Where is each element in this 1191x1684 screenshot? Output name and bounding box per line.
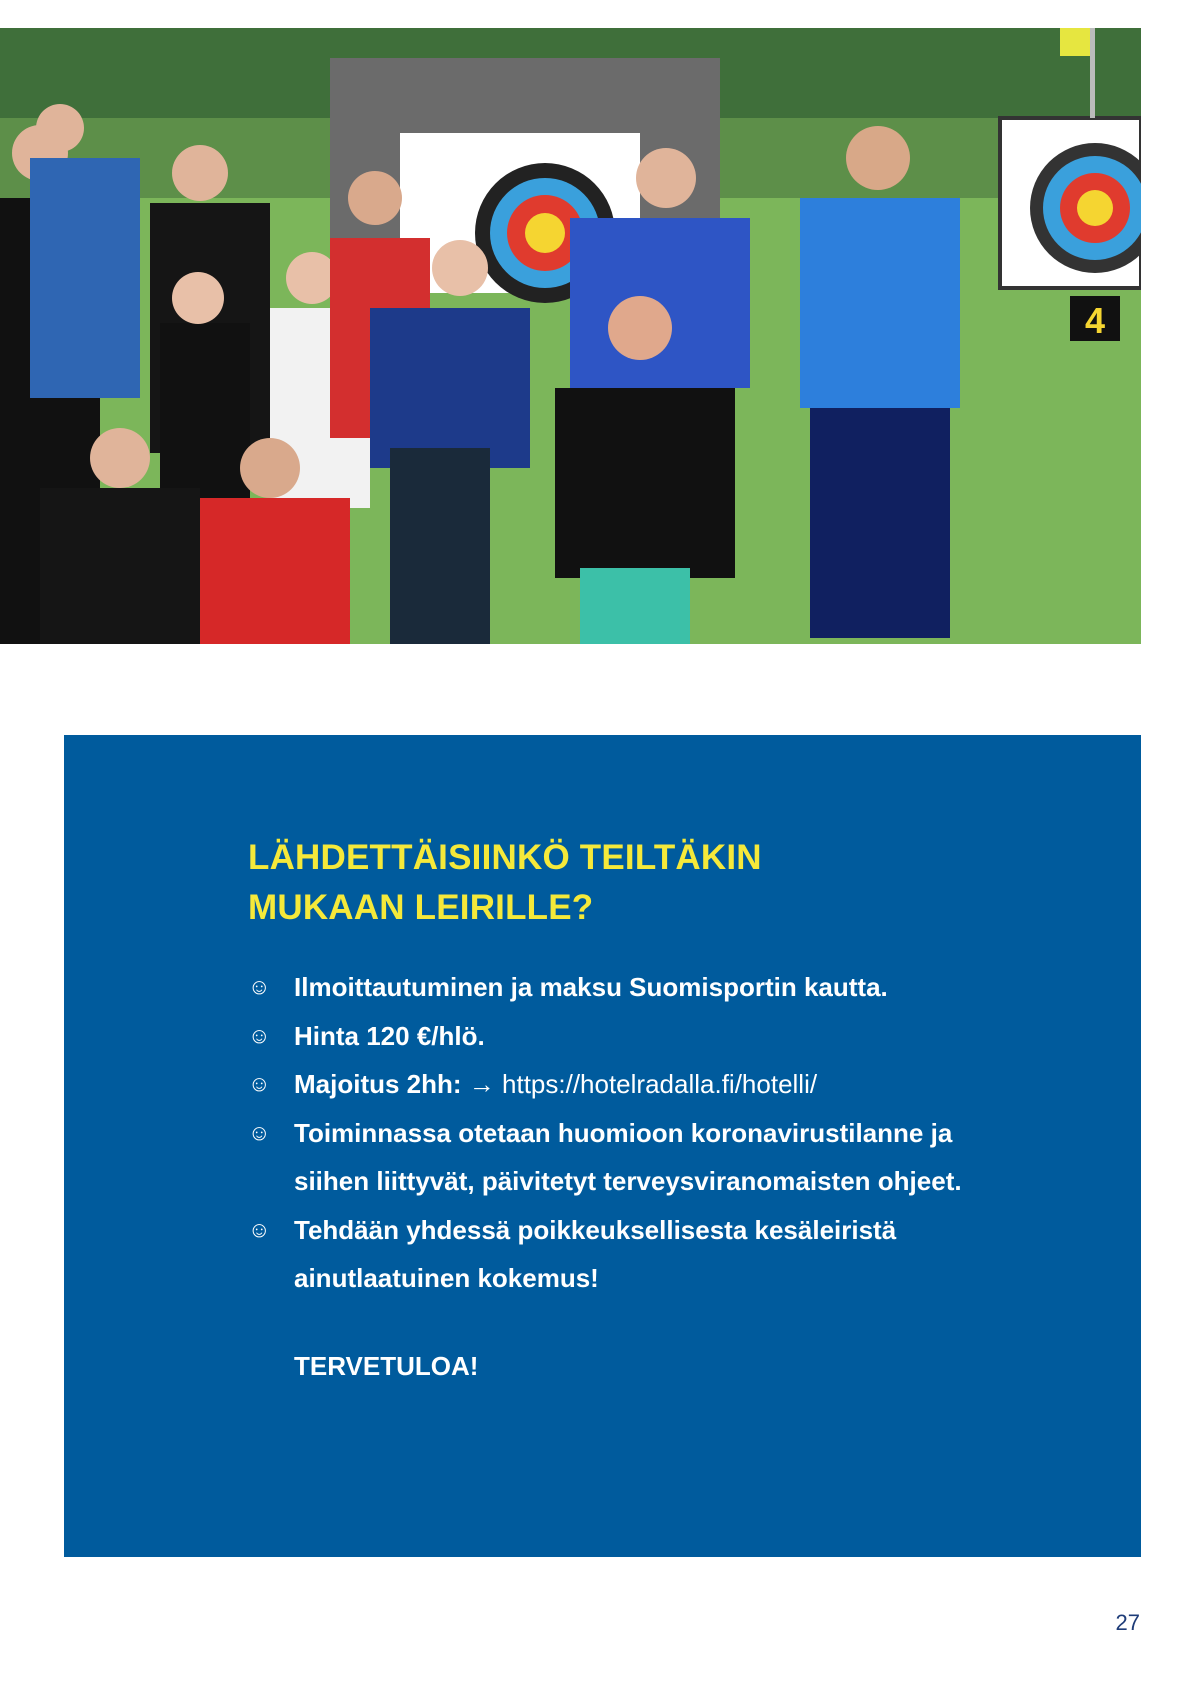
list-item (248, 963, 1028, 1012)
info-bullet-list (248, 963, 1028, 1303)
arrow-right-icon: → (468, 1069, 495, 1099)
svg-text:4: 4 (1084, 300, 1106, 341)
smiley-icon: ☺ (248, 1022, 271, 1048)
bullet-text: Hinta 120 €/hlö. (294, 1020, 485, 1051)
photo-illustration (0, 28, 1141, 644)
info-heading (248, 833, 1028, 933)
smiley-icon: ☺ (248, 1071, 271, 1096)
list-item (248, 1012, 1028, 1061)
info-content (248, 833, 1028, 1382)
info-box (64, 735, 1141, 1557)
smiley-icon: ☺ (248, 974, 271, 999)
bullet-text: Ilmoittautuminen ja maksu Suomisportin kautta. (294, 972, 888, 1002)
bullet-text: Majoitus 2hh: (294, 1069, 469, 1099)
heading-line-2: MUKAAN LEIRILLE? (248, 888, 594, 927)
smiley-icon: ☺ (248, 1119, 271, 1145)
group-photo (0, 28, 1141, 644)
page-number: 27 (1115, 1610, 1140, 1635)
bullet-text: Toiminnassa otetaan huomioon koronavirustilanne ja siihen liittyvät, päivitetyt terveysviranomaisten ohjeet. (294, 1117, 962, 1196)
hotel-link[interactable]: https://hotelradalla.fi/hotelli/ (494, 1069, 818, 1099)
bullet-text: Tehdään yhdessä poikkeuksellisesta kesäleiristä ainutlaatuinen kokemus! (294, 1214, 897, 1293)
welcome-text: TERVETULOA! (294, 1350, 479, 1381)
list-item (248, 1109, 1028, 1206)
list-item (248, 1206, 1028, 1303)
list-item (248, 1060, 1028, 1109)
heading-line-1: LÄHDETTÄISIINKÖ TEILTÄKIN (248, 838, 762, 877)
smiley-icon: ☺ (248, 1216, 271, 1242)
